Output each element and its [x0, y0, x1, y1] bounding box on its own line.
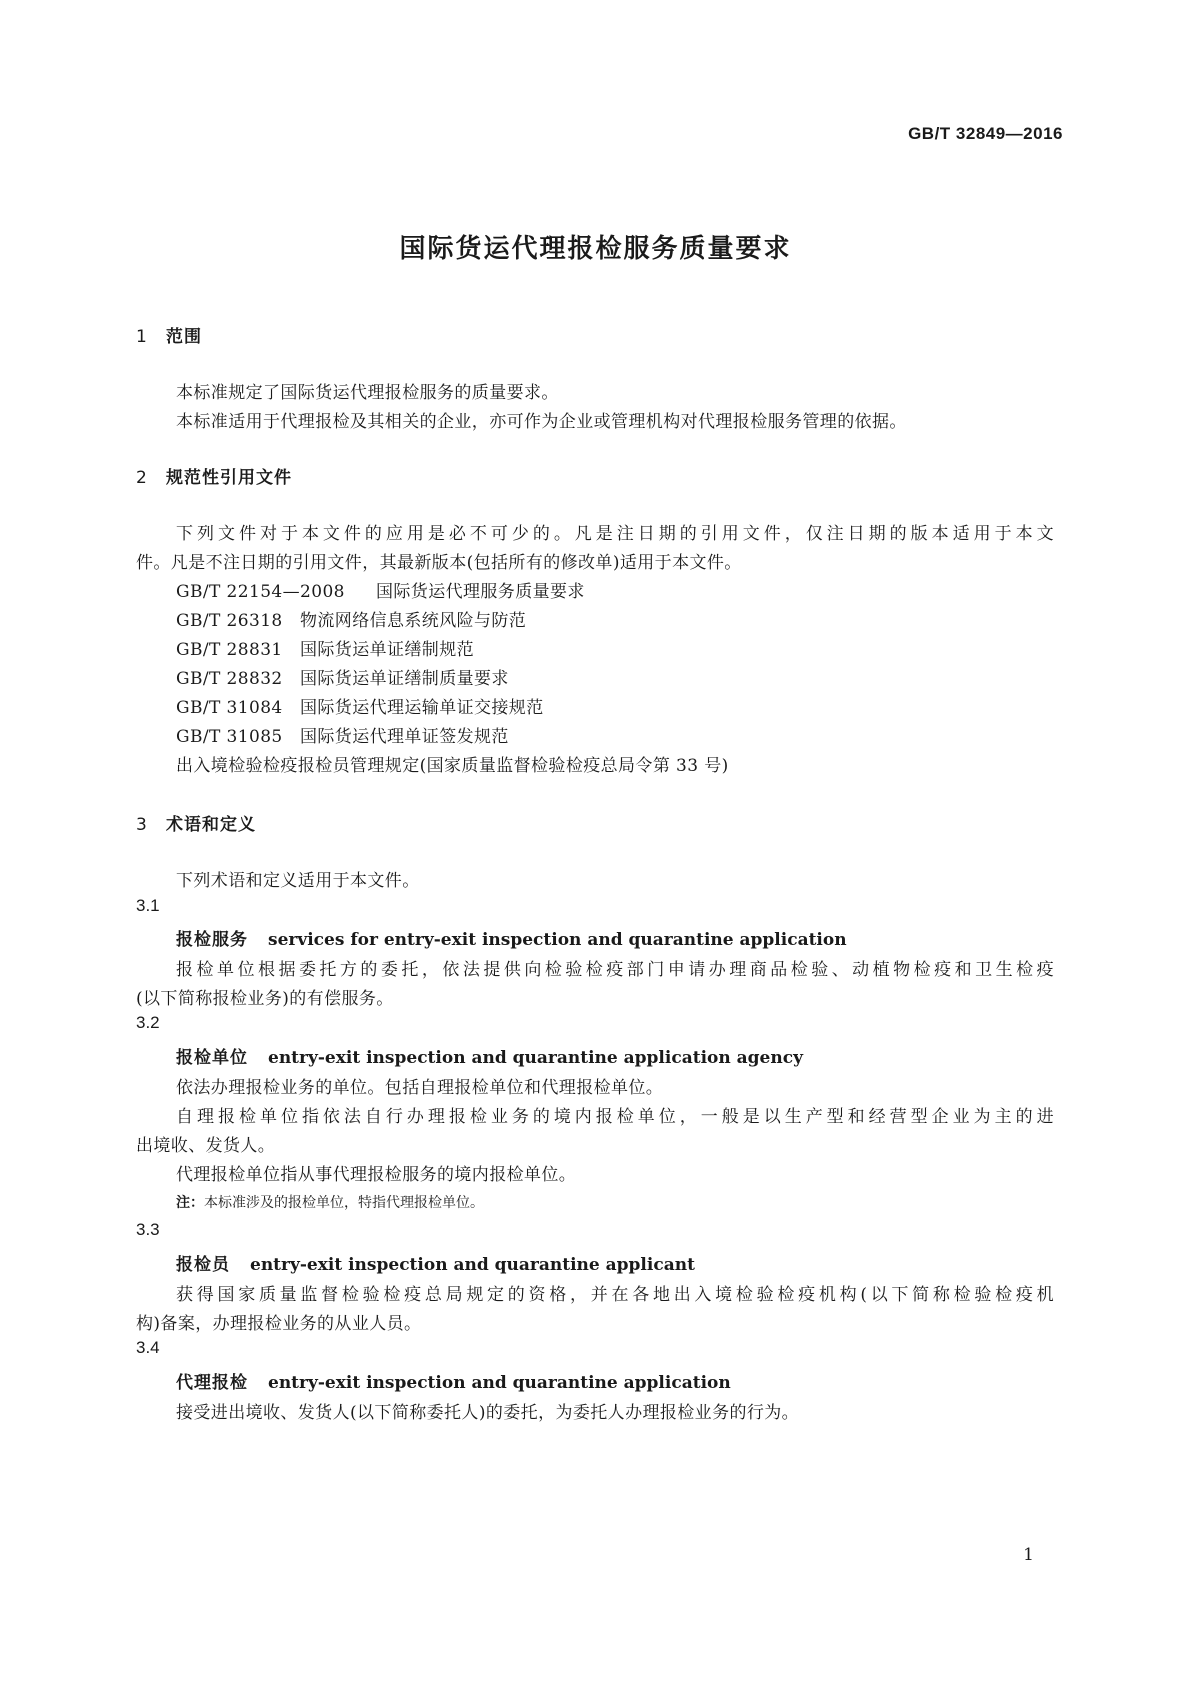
section-2-heading	[136, 463, 292, 488]
definition-line: 出境收、发货人。	[136, 1136, 276, 1156]
term-zh: 代理报检	[176, 1373, 248, 1393]
section-title: 术语和定义	[166, 815, 256, 835]
definition-line: 自理报检单位指依法自行办理报检业务的境内报检单位，一般是以生产型和经营型企业为主的进	[176, 1107, 1054, 1127]
term-heading	[176, 1250, 695, 1275]
definition-line: 接受进出境收、发货人(以下简称委托人)的委托，为委托人办理报检业务的行为。	[176, 1403, 800, 1423]
reference-item	[176, 635, 474, 660]
term-zh: 报检员	[176, 1255, 230, 1275]
reference-item	[176, 577, 585, 602]
definition-line: 构)备案，办理报检业务的从业人员。	[136, 1314, 422, 1334]
clause-number: 3.3	[136, 1220, 160, 1239]
clause-number: 3.4	[136, 1338, 160, 1357]
term-zh: 报检单位	[176, 1048, 248, 1068]
reference-code: GB/T 26318	[176, 611, 283, 631]
reference-title: 物流网络信息系统风险与防范	[300, 611, 527, 631]
definition-line: 获得国家质量监督检验检疫总局规定的资格，并在各地出入境检验检疫机构(以下简称检验检疫机	[176, 1285, 1054, 1305]
reference-title: 国际货运代理运输单证交接规范	[300, 698, 544, 718]
paragraph-line: 下列文件对于本文件的应用是必不可少的。凡是注日期的引用文件，仅注日期的版本适用于本文	[176, 524, 1054, 544]
clause-number: 3.1	[136, 896, 160, 915]
section-3-heading	[136, 810, 256, 835]
note-text: 本标准涉及的报检单位，特指代理报检单位。	[204, 1195, 484, 1211]
reference-title: 国际货运代理服务质量要求	[376, 582, 585, 602]
definition-line: 依法办理报检业务的单位。包括自理报检单位和代理报检单位。	[176, 1078, 664, 1098]
paragraph: 下列术语和定义适用于本文件。	[176, 871, 420, 891]
reference-code: GB/T 31084	[176, 698, 283, 718]
reference-item	[176, 722, 509, 747]
reference-item	[176, 664, 509, 689]
section-1-heading	[136, 322, 202, 347]
page-number: 1	[1023, 1545, 1034, 1565]
section-number: 2	[136, 468, 148, 488]
term-heading	[176, 1368, 731, 1393]
section-title: 规范性引用文件	[166, 468, 292, 488]
reference-code: GB/T 28831	[176, 640, 283, 660]
reference-code: GB/T 28832	[176, 669, 283, 689]
reference-code: GB/T 31085	[176, 727, 283, 747]
term-en: services for entry-exit inspection and quarantine application	[268, 930, 847, 950]
term-en: entry-exit inspection and quarantine application agency	[268, 1048, 803, 1068]
definition-line: 代理报检单位指从事代理报检服务的境内报检单位。	[176, 1165, 577, 1185]
note-label: 注：	[176, 1195, 204, 1211]
term-heading	[176, 1043, 803, 1068]
definition-line: (以下简称报检业务)的有偿服务。	[136, 989, 394, 1009]
document-title: 国际货运代理报检服务质量要求	[399, 234, 792, 264]
reference-item: 出入境检验检疫报检员管理规定(国家质量监督检验检疫总局令第 33 号)	[176, 756, 729, 776]
document-id: GB/T 32849—2016	[908, 124, 1063, 143]
section-title: 范围	[166, 327, 202, 347]
note	[176, 1192, 484, 1212]
section-number: 3	[136, 815, 148, 835]
term-heading	[176, 925, 847, 950]
reference-item	[176, 693, 544, 718]
reference-title: 国际货运单证缮制规范	[300, 640, 474, 660]
definition-line: 报检单位根据委托方的委托，依法提供向检验检疫部门申请办理商品检验、动植物检疫和卫生检疫	[176, 960, 1054, 980]
paragraph-line: 件。凡是不注日期的引用文件，其最新版本(包括所有的修改单)适用于本文件。	[136, 553, 742, 573]
reference-code: GB/T 22154—2008	[176, 582, 345, 602]
term-zh: 报检服务	[176, 930, 248, 950]
reference-title: 国际货运单证缮制质量要求	[300, 669, 509, 689]
reference-title: 国际货运代理单证签发规范	[300, 727, 509, 747]
paragraph: 本标准规定了国际货运代理报检服务的质量要求。	[176, 383, 559, 403]
paragraph: 本标准适用于代理报检及其相关的企业，亦可作为企业或管理机构对代理报检服务管理的依据。	[176, 412, 907, 432]
section-number: 1	[136, 327, 148, 347]
clause-number: 3.2	[136, 1013, 160, 1032]
term-en: entry-exit inspection and quarantine applicant	[250, 1255, 695, 1275]
term-en: entry-exit inspection and quarantine application	[268, 1373, 731, 1393]
reference-item	[176, 606, 526, 631]
